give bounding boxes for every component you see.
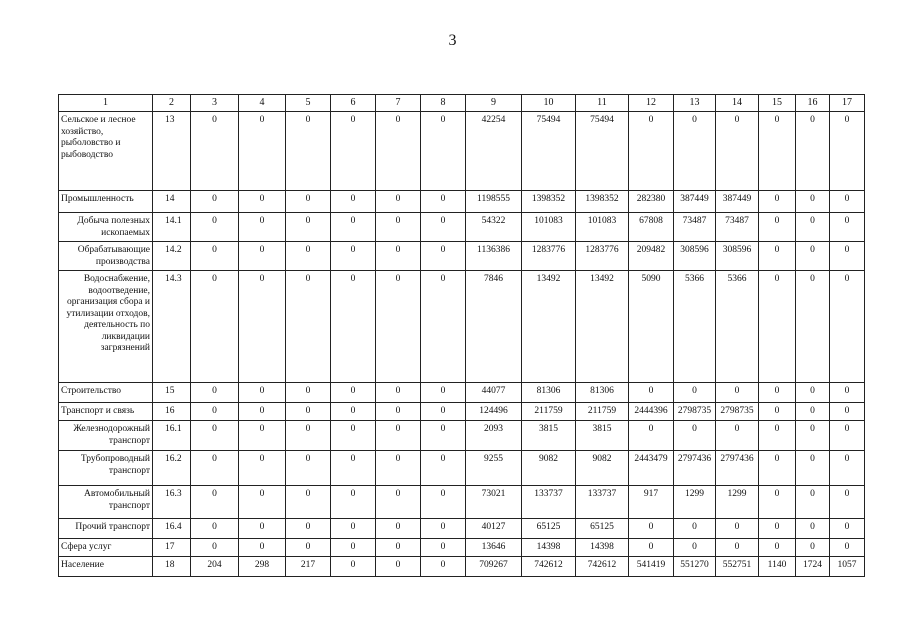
table-cell: 81306 <box>576 383 629 403</box>
table-cell: 2798735 <box>674 403 716 421</box>
table-cell: 133737 <box>522 486 576 519</box>
row-label: Сельское и лесное хозяйство, рыболовство и рыбоводство <box>59 112 153 191</box>
table-cell: 0 <box>830 213 865 242</box>
table-row <box>59 383 865 403</box>
table-row <box>59 242 865 271</box>
table-cell: 298 <box>239 557 286 577</box>
table-cell: 0 <box>830 191 865 213</box>
column-header: 17 <box>830 95 865 112</box>
row-label: Сфера услуг <box>59 539 153 557</box>
table-cell: 0 <box>716 112 759 191</box>
table-cell: 0 <box>629 383 674 403</box>
table-cell: 65125 <box>522 519 576 539</box>
table-cell: 0 <box>796 271 830 383</box>
table-cell: 0 <box>796 383 830 403</box>
table-cell: 0 <box>239 383 286 403</box>
table-cell: 0 <box>239 271 286 383</box>
table-cell: 0 <box>796 191 830 213</box>
table-cell: 7846 <box>466 271 522 383</box>
table-cell: 0 <box>376 539 421 557</box>
row-label: Железнодорожный транспорт <box>59 421 153 451</box>
table-cell: 0 <box>331 451 376 486</box>
table-cell: 73487 <box>716 213 759 242</box>
table-cell: 0 <box>629 539 674 557</box>
table-cell: 0 <box>376 191 421 213</box>
table-cell: 65125 <box>576 519 629 539</box>
row-label: Водоснабжение, водоотведение, организация сбора и утилизации отходов, деятельность по ликвидации загрязнений <box>59 271 153 383</box>
table-cell: 75494 <box>576 112 629 191</box>
table-cell: 0 <box>376 451 421 486</box>
table-cell: 387449 <box>716 191 759 213</box>
row-label: Трубопроводный транспорт <box>59 451 153 486</box>
table-cell: 0 <box>629 519 674 539</box>
row-code: 16.2 <box>153 451 191 486</box>
table-cell: 9082 <box>576 451 629 486</box>
table-cell: 0 <box>796 213 830 242</box>
table-cell: 0 <box>830 539 865 557</box>
table-cell: 552751 <box>716 557 759 577</box>
row-code: 16.3 <box>153 486 191 519</box>
table-cell: 0 <box>759 519 796 539</box>
table-cell: 0 <box>830 112 865 191</box>
table-row <box>59 519 865 539</box>
table-cell: 0 <box>239 519 286 539</box>
table-cell: 2093 <box>466 421 522 451</box>
table-cell: 0 <box>796 421 830 451</box>
column-header: 10 <box>522 95 576 112</box>
table-cell: 0 <box>421 271 466 383</box>
table-cell: 211759 <box>576 403 629 421</box>
row-code: 16 <box>153 403 191 421</box>
table-cell: 0 <box>331 213 376 242</box>
column-header: 8 <box>421 95 466 112</box>
table-cell: 40127 <box>466 519 522 539</box>
table-cell: 709267 <box>466 557 522 577</box>
table-cell: 0 <box>421 112 466 191</box>
table-cell: 0 <box>331 539 376 557</box>
table-cell: 0 <box>191 213 239 242</box>
table-cell: 0 <box>191 383 239 403</box>
page-number: 3 <box>448 32 457 49</box>
table-cell: 1724 <box>796 557 830 577</box>
table-cell: 0 <box>376 383 421 403</box>
row-label: Обрабатывающие производства <box>59 242 153 271</box>
table-cell: 742612 <box>522 557 576 577</box>
table-cell: 0 <box>376 421 421 451</box>
row-label: Строительство <box>59 383 153 403</box>
column-header: 13 <box>674 95 716 112</box>
table-cell: 0 <box>376 242 421 271</box>
row-code: 18 <box>153 557 191 577</box>
column-header: 4 <box>239 95 286 112</box>
row-label: Транспорт и связь <box>59 403 153 421</box>
table-cell: 204 <box>191 557 239 577</box>
table-cell: 0 <box>286 421 331 451</box>
table-cell: 0 <box>239 451 286 486</box>
table-cell: 0 <box>830 519 865 539</box>
table-cell: 14398 <box>522 539 576 557</box>
row-code: 16.1 <box>153 421 191 451</box>
table-cell: 44077 <box>466 383 522 403</box>
table-cell: 0 <box>286 242 331 271</box>
table-cell: 0 <box>830 242 865 271</box>
table-cell: 0 <box>674 383 716 403</box>
table-cell: 0 <box>796 519 830 539</box>
table-cell: 0 <box>716 519 759 539</box>
table-cell: 0 <box>191 112 239 191</box>
table-body <box>59 95 865 577</box>
table-cell: 0 <box>830 451 865 486</box>
table-cell: 67808 <box>629 213 674 242</box>
table-cell: 0 <box>286 451 331 486</box>
table-cell: 0 <box>421 539 466 557</box>
table-cell: 42254 <box>466 112 522 191</box>
table-cell: 0 <box>421 213 466 242</box>
table-cell: 0 <box>716 383 759 403</box>
table-row <box>59 451 865 486</box>
table-cell: 0 <box>674 539 716 557</box>
row-code: 14.1 <box>153 213 191 242</box>
table-cell: 211759 <box>522 403 576 421</box>
table-cell: 917 <box>629 486 674 519</box>
row-code: 16.4 <box>153 519 191 539</box>
table-cell: 0 <box>286 213 331 242</box>
table-cell: 551270 <box>674 557 716 577</box>
table-cell: 73487 <box>674 213 716 242</box>
table-cell: 1283776 <box>576 242 629 271</box>
table-row <box>59 213 865 242</box>
table-row <box>59 271 865 383</box>
table-cell: 0 <box>191 403 239 421</box>
table-cell: 0 <box>239 486 286 519</box>
table-cell: 0 <box>286 519 331 539</box>
table-cell: 0 <box>286 486 331 519</box>
table-cell: 541419 <box>629 557 674 577</box>
table-cell: 0 <box>286 271 331 383</box>
column-header: 2 <box>153 95 191 112</box>
table-cell: 81306 <box>522 383 576 403</box>
table-cell: 0 <box>796 451 830 486</box>
column-header: 16 <box>796 95 830 112</box>
table-cell: 0 <box>674 112 716 191</box>
table-cell: 0 <box>239 421 286 451</box>
table-cell: 0 <box>191 539 239 557</box>
table-cell: 0 <box>239 403 286 421</box>
table-cell: 2443479 <box>629 451 674 486</box>
table-cell: 2444396 <box>629 403 674 421</box>
table-cell: 0 <box>331 421 376 451</box>
table-cell: 0 <box>376 403 421 421</box>
table-cell: 0 <box>759 271 796 383</box>
table-cell: 0 <box>759 213 796 242</box>
table-cell: 0 <box>421 557 466 577</box>
table-cell: 14398 <box>576 539 629 557</box>
table-cell: 0 <box>376 271 421 383</box>
table-cell: 0 <box>191 451 239 486</box>
table-cell: 133737 <box>576 486 629 519</box>
table-cell: 0 <box>331 271 376 383</box>
column-header: 3 <box>191 95 239 112</box>
table-row <box>59 557 865 577</box>
table-cell: 1299 <box>716 486 759 519</box>
table-cell: 3815 <box>522 421 576 451</box>
table-cell: 0 <box>286 191 331 213</box>
table-cell: 54322 <box>466 213 522 242</box>
row-label: Промышленность <box>59 191 153 213</box>
column-header: 1 <box>59 95 153 112</box>
table-cell: 0 <box>716 421 759 451</box>
table-cell: 5366 <box>674 271 716 383</box>
table-cell: 0 <box>759 383 796 403</box>
column-header: 5 <box>286 95 331 112</box>
row-code: 13 <box>153 112 191 191</box>
row-label: Автомобильный транспорт <box>59 486 153 519</box>
table-cell: 1299 <box>674 486 716 519</box>
table-cell: 0 <box>759 451 796 486</box>
table-cell: 0 <box>331 519 376 539</box>
row-code: 15 <box>153 383 191 403</box>
table-cell: 0 <box>421 421 466 451</box>
table-cell: 0 <box>796 539 830 557</box>
table-cell: 0 <box>421 191 466 213</box>
table-cell: 0 <box>421 451 466 486</box>
table-cell: 0 <box>830 403 865 421</box>
table-cell: 308596 <box>716 242 759 271</box>
column-header: 15 <box>759 95 796 112</box>
table-cell: 0 <box>376 519 421 539</box>
table-cell: 282380 <box>629 191 674 213</box>
table-cell: 308596 <box>674 242 716 271</box>
column-header: 14 <box>716 95 759 112</box>
table-cell: 0 <box>830 383 865 403</box>
table-cell: 742612 <box>576 557 629 577</box>
table-row <box>59 191 865 213</box>
column-header: 12 <box>629 95 674 112</box>
table-cell: 1198555 <box>466 191 522 213</box>
table-cell: 9082 <box>522 451 576 486</box>
table-cell: 0 <box>376 213 421 242</box>
table-cell: 0 <box>376 112 421 191</box>
table-cell: 1057 <box>830 557 865 577</box>
table-cell: 73021 <box>466 486 522 519</box>
table-cell: 0 <box>239 213 286 242</box>
table-row <box>59 539 865 557</box>
table-cell: 0 <box>759 486 796 519</box>
data-table <box>58 94 865 577</box>
table-cell: 5090 <box>629 271 674 383</box>
row-label: Население <box>59 557 153 577</box>
row-code: 14.2 <box>153 242 191 271</box>
table-cell: 0 <box>331 191 376 213</box>
table-cell: 0 <box>331 557 376 577</box>
table-cell: 0 <box>191 486 239 519</box>
table-cell: 75494 <box>522 112 576 191</box>
table-cell: 0 <box>796 112 830 191</box>
row-label: Добыча полезных ископаемых <box>59 213 153 242</box>
column-header: 11 <box>576 95 629 112</box>
table-cell: 0 <box>759 191 796 213</box>
table-cell: 3815 <box>576 421 629 451</box>
table-cell: 5366 <box>716 271 759 383</box>
table-cell: 0 <box>331 383 376 403</box>
table-cell: 0 <box>421 519 466 539</box>
table-cell: 0 <box>191 421 239 451</box>
table-row <box>59 112 865 191</box>
table-row <box>59 421 865 451</box>
table-cell: 0 <box>421 383 466 403</box>
table-cell: 0 <box>759 112 796 191</box>
table-cell: 0 <box>331 403 376 421</box>
table-cell: 2797436 <box>716 451 759 486</box>
table-row <box>59 403 865 421</box>
column-header: 7 <box>376 95 421 112</box>
table-cell: 0 <box>331 486 376 519</box>
table-cell: 0 <box>674 519 716 539</box>
table-cell: 0 <box>331 242 376 271</box>
table-cell: 0 <box>421 486 466 519</box>
table-cell: 0 <box>331 112 376 191</box>
table-cell: 0 <box>191 271 239 383</box>
column-header: 9 <box>466 95 522 112</box>
header-row <box>59 95 865 112</box>
table-cell: 0 <box>796 403 830 421</box>
table-cell: 387449 <box>674 191 716 213</box>
table-cell: 0 <box>629 112 674 191</box>
table-cell: 0 <box>286 403 331 421</box>
table-cell: 0 <box>286 539 331 557</box>
table-cell: 0 <box>421 403 466 421</box>
table-cell: 1140 <box>759 557 796 577</box>
table-cell: 0 <box>716 539 759 557</box>
table-cell: 0 <box>796 486 830 519</box>
table-cell: 0 <box>239 242 286 271</box>
table-cell: 1398352 <box>522 191 576 213</box>
row-code: 14.3 <box>153 271 191 383</box>
table-cell: 101083 <box>522 213 576 242</box>
table-cell: 0 <box>239 112 286 191</box>
table-cell: 0 <box>376 557 421 577</box>
table-cell: 0 <box>830 486 865 519</box>
table-cell: 0 <box>674 421 716 451</box>
table-cell: 0 <box>759 539 796 557</box>
table-cell: 124496 <box>466 403 522 421</box>
table-cell: 101083 <box>576 213 629 242</box>
table-cell: 0 <box>759 403 796 421</box>
table-cell: 217 <box>286 557 331 577</box>
table-cell: 0 <box>830 271 865 383</box>
table-cell: 0 <box>830 421 865 451</box>
table-row <box>59 486 865 519</box>
table-cell: 1136386 <box>466 242 522 271</box>
table-cell: 0 <box>191 191 239 213</box>
table-cell: 0 <box>759 242 796 271</box>
table-cell: 0 <box>286 112 331 191</box>
table-cell: 0 <box>286 383 331 403</box>
table-cell: 1283776 <box>522 242 576 271</box>
table-cell: 13646 <box>466 539 522 557</box>
table-cell: 13492 <box>522 271 576 383</box>
table-cell: 9255 <box>466 451 522 486</box>
row-label: Прочий транспорт <box>59 519 153 539</box>
column-header: 6 <box>331 95 376 112</box>
table-cell: 0 <box>796 242 830 271</box>
table-cell: 0 <box>191 242 239 271</box>
table-cell: 1398352 <box>576 191 629 213</box>
table-cell: 2798735 <box>716 403 759 421</box>
table-cell: 209482 <box>629 242 674 271</box>
table-cell: 2797436 <box>674 451 716 486</box>
table-cell: 13492 <box>576 271 629 383</box>
table-cell: 0 <box>421 242 466 271</box>
table-cell: 0 <box>239 191 286 213</box>
table-cell: 0 <box>759 421 796 451</box>
table-cell: 0 <box>191 519 239 539</box>
row-code: 17 <box>153 539 191 557</box>
table-cell: 0 <box>629 421 674 451</box>
table-cell: 0 <box>376 486 421 519</box>
row-code: 14 <box>153 191 191 213</box>
table-cell: 0 <box>239 539 286 557</box>
